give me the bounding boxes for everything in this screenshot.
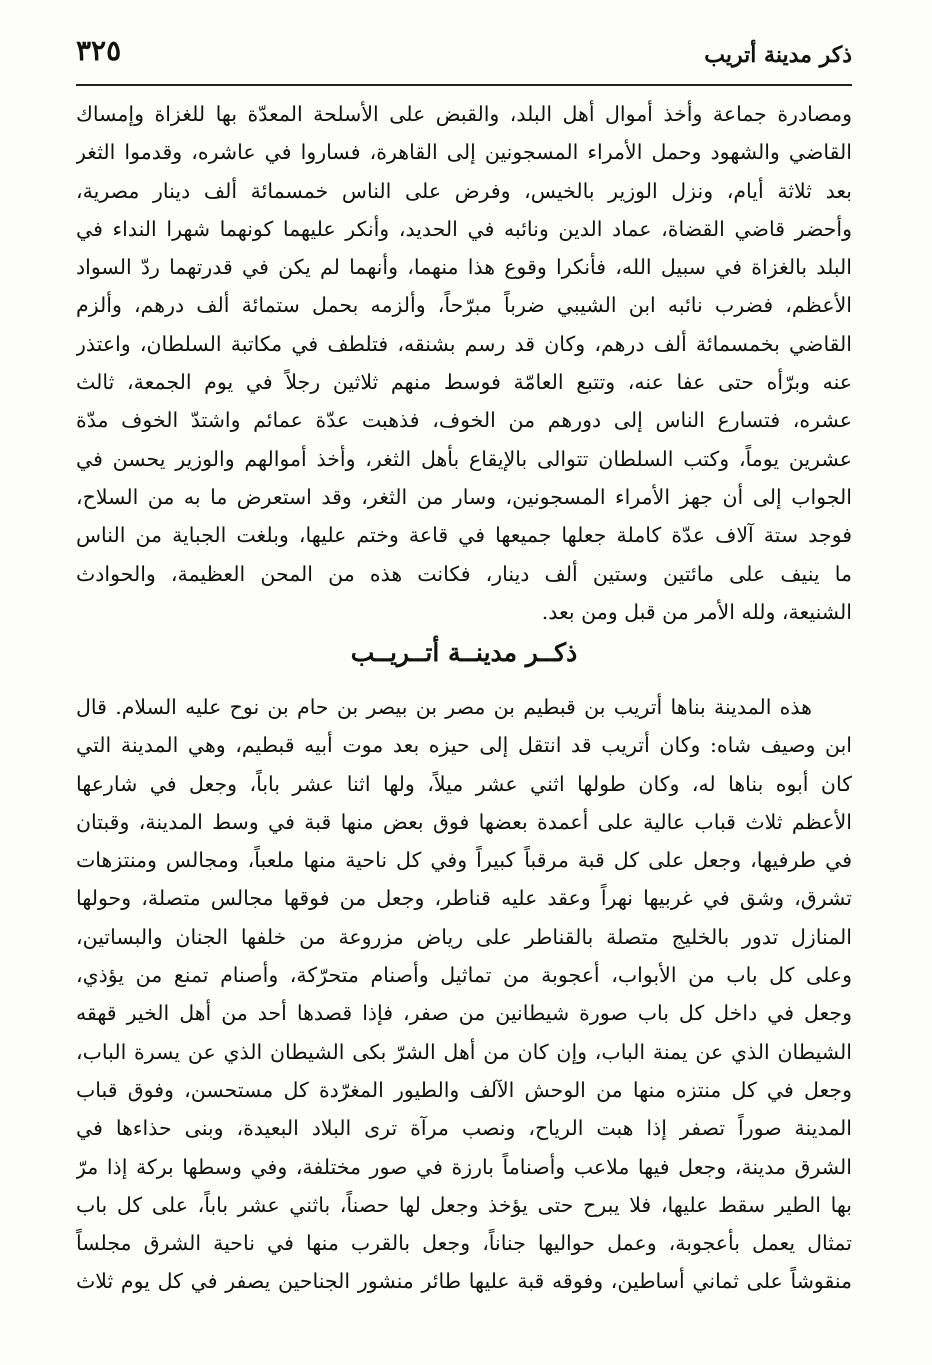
text-line: بها الطير سقط عليها، فلا يبرح حتى يؤخذ وجعل لها حصناً، باثني عشر باباً، على كل باب — [76, 1192, 852, 1217]
text-line: عنه وبرّأه حتى عفا عنه، وتتبع العامّة فوسط منهم ثلاثين رجلاً في يوم الجمعة، ثالث — [76, 370, 852, 395]
text-line: هذه المدينة بناها أتريب بن قبطيم بن مصر بن بيصر بن حام بن نوح عليه السلام. قال — [76, 695, 812, 719]
text-line: في طرفيها، وجعل على كل قبة مرقباً كبيراً وفي كل ناحية منها ملعباً، ومجالس ومنتزهات — [76, 848, 852, 873]
text-line: وجعل في داخل كل باب صورة شيطانين من صفر، فإذا قصدها أحد من أهل الخير قهقه — [76, 1001, 852, 1026]
text-line: منقوشاً على ثماني أساطين، وفوقه قبة عليها طائر منشور الجناحين يصفر في كل يوم ثلاث — [76, 1269, 852, 1294]
text-line: المنازل تدور بالخليج متصلة بالقناطر على رياض مزروعة من خلفها الجنان والبساتين، — [76, 924, 852, 949]
text-line: الأعظم ثلاث قباب عالية على أعمدة بعضها فوق بعض منها قبة في وسط المدينة، وقبتان — [76, 809, 852, 834]
text-line: البلد بالغزاة في سبيل الله، فأنكرا وقوع هذا منهما، وأنهما لم يكن في قدرتهما ردّ السواد — [76, 255, 852, 280]
text-line: كان أبوه بناها له، وكان طولها اثني عشر ميلاً، ولها اثنا عشر باباً، وجعل في شارعها — [76, 771, 852, 796]
text-line: الجواب إلى أن جهز الأمراء المسجونين، وسار من الثغر، وقد استعرض ما به من السلاح، — [76, 484, 852, 509]
page-number: ٣٢٥ — [76, 34, 122, 67]
header-rule — [76, 84, 852, 86]
text-line: ابن وصيف شاه: وكان أتريب قد انتقل إلى حيزه بعد موت أبيه قبطيم، وهي المدينة التي — [76, 733, 852, 758]
text-line: الشيطان الذي عن يمنة الباب، وإن كان من أهل الشرّ بكى الشيطان الذي عن يسرة الباب، — [76, 1039, 852, 1064]
text-line: تشرق، وشق في غربيها نهراً وعقد عليه قناطر، وجعل من فوقها مجالس متصلة، وحولها — [76, 886, 852, 911]
text-line: تمثال يعمل بأعجوبة، وعمل حواليها جناناً، وجعل بالقرب منها في ناحية الشرق مجلساً — [76, 1231, 852, 1256]
text-line: القاضي بخمسمائة ألف درهم، وكان قد رسم بشنقه، فتلطف في مكاتبة السلطان، واعتذر — [76, 331, 852, 356]
text-line: ما ينيف على مائتين وستين ألف دينار، فكانت هذه من المحن العظيمة، والحوادث — [76, 561, 852, 586]
running-title: ذكر مدينة أتريب — [704, 42, 852, 68]
text-line: عشرين يوماً، وكتب السلطان تتوالى بالإيقاع بأهل الثغر، وأخذ أموالهم والوزير يحسن في — [76, 446, 852, 471]
text-line: الشرق مدينة، وجعل فيها ملاعب وأصناماً بارزة في صور مختلفة، وفي وسطها بركة إذا مرّ — [76, 1154, 852, 1179]
running-head — [76, 34, 852, 78]
paragraph-2 — [76, 688, 852, 1301]
text-line: بعد ثلاثة أيام، ونزل الوزير بالخيس، وفرض على الناس خمسمائة ألف دينار مصرية، — [76, 178, 852, 203]
paragraph-1 — [76, 95, 852, 631]
text-line: ومصادرة جماعة وأخذ أموال أهل البلد، والقبض على الأسلحة المعدّة بها للغزاة وإمساك — [76, 102, 852, 126]
text-line: القاضي والشهود وحمل الأمراء المسجونين إلى القاهرة، فساروا في عاشره، وقدموا الثغر — [76, 140, 852, 165]
text-line: الأعظم، فضرب نائبه ابن الشيبي ضرباً مبرّحاً، وألزمه بحمل ستمائة ألف درهم، وألزم — [76, 293, 852, 318]
text-line: المدينة صوراً تصفر إذا هبت الرياح، ونصب مرآة ترى البلاد البعيدة، وبنى حذاءها في — [76, 1116, 852, 1141]
section-heading: ذكــر مدينــة أتــريــب — [350, 638, 578, 667]
text-line: فوجد ستة آلاف عدّة كاملة جعلها جميعها في قاعة وختم عليها، وبلغت الجباية من الناس — [76, 523, 852, 548]
text-line: وأحضر قاضي القضاة، عماد الدين ونائبه في الحديد، وأنكر عليهما كونهما شهرا النداء في — [76, 216, 852, 241]
text-line: عشره، فتسارع الناس إلى دورهم من الخوف، فذهبت عدّة عمائم واشتدّ الخوف مدّة — [76, 408, 852, 433]
text-line: وعلى كل باب من الأبواب، أعجوبة من تماثيل وأصنام متحرّكة، وأصنام تمنع من يؤذي، — [76, 963, 852, 988]
text-line: وجعل في كل منتزه منها من الوحش الآلف والطيور المغرّدة كل مستحسن، وفوق قباب — [76, 1077, 852, 1102]
text-line: الشنيعة، ولله الأمر من قبل ومن بعد. — [541, 599, 852, 624]
